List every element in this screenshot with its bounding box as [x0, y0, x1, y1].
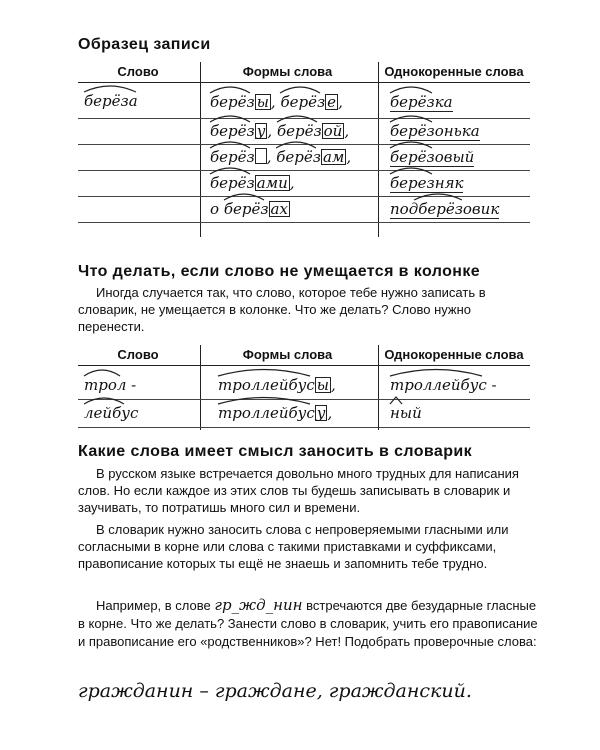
- row-rule: [78, 196, 530, 197]
- root-arc-icon: [208, 113, 252, 123]
- row-rule: [78, 222, 530, 223]
- ending-box: ы: [256, 93, 269, 111]
- related-word-4: [390, 174, 463, 192]
- col-header-word: Слово: [117, 347, 159, 362]
- root-arc-icon: [388, 367, 484, 377]
- row-rule: [78, 170, 530, 171]
- root-arc-icon: [216, 367, 312, 377]
- root-mark: берёз: [210, 148, 255, 166]
- related-word-1: [390, 93, 453, 111]
- root-mark: березняк: [390, 174, 463, 192]
- header-rule: [78, 365, 530, 366]
- col-header-word: Слово: [117, 64, 159, 79]
- ending-box: у: [316, 404, 326, 422]
- section2-text: Иногда случается так, что слово, которое тебе нужно записать в словарик, не умещается в колонке. Что же делать? Слово нужно перенести.: [78, 285, 486, 334]
- related-word-3: [390, 148, 474, 166]
- ending-box: ах: [270, 200, 288, 218]
- col-header-forms: Формы слова: [242, 64, 333, 79]
- col-divider-2: [378, 62, 379, 237]
- root-mark: берёз: [210, 122, 255, 140]
- section3-paragraph-3: Например, в слове гр_жд_нин встречаются две безударные гласные в корне. Что же делать? Занести слово в словарик, учить его правописание и правописание его «родственников»? Нет! Подобрать проверочные слова:: [78, 596, 538, 649]
- split-word-part-1: [84, 376, 136, 394]
- ending-box: ой: [323, 122, 343, 140]
- root-mark: берёзонька: [390, 122, 480, 140]
- root-arc-icon: [208, 84, 252, 94]
- root-arc-icon: [82, 367, 122, 377]
- form-row-4: берёз ами ,: [210, 174, 295, 192]
- form-row-2: берёз у , берёз ой ,: [210, 122, 349, 140]
- sample-word: [84, 92, 138, 110]
- example-gap-word: гр_жд_нин: [214, 596, 303, 614]
- root-mark: берёз: [277, 122, 322, 140]
- ending-box: ы: [316, 376, 329, 394]
- sample-table: [78, 62, 530, 237]
- sample-title: Образец записи: [78, 36, 211, 53]
- col-header-related: Однокоренные слова: [384, 347, 524, 362]
- transfer-related-2: [390, 404, 422, 422]
- root-mark: лейбус: [84, 404, 138, 422]
- transfer-related-1: [390, 376, 497, 394]
- col-divider-1: [200, 62, 201, 237]
- section3-paragraph-1: В русском языке встречается довольно много трудных для написания слов. Но если каждое из этих слов ты будешь записывать в словарик и заучивать, то потратишь много сил и времени.: [78, 466, 519, 515]
- root-arc-icon: [216, 395, 312, 405]
- root-mark: троллейбус: [218, 404, 315, 422]
- root-mark: берёз: [210, 174, 255, 192]
- transfer-table: [78, 345, 530, 430]
- split-word-part-2: [84, 404, 138, 422]
- section3-paragraph-2: В словарик нужно заносить слова с непроверяемыми гласными или согласными в корне или слова с такими приставками и суффиксами, правописание которых ты ещё не знаешь и запомнить тебе трудно.: [78, 522, 509, 571]
- root-mark: трол -: [84, 376, 136, 394]
- root-mark: берёз: [210, 93, 255, 111]
- root-arc-icon: [278, 84, 322, 94]
- root-mark: берёз: [276, 148, 321, 166]
- root-mark: берёзка: [390, 93, 453, 111]
- root-arc-icon: [82, 83, 138, 93]
- root-arc-icon: [388, 191, 448, 201]
- root-arc-icon: [275, 113, 319, 123]
- root-mark: троллейбус -: [390, 376, 497, 394]
- col-header-forms: Формы слова: [242, 347, 333, 362]
- root-mark: подберёзовик: [390, 200, 499, 218]
- root-mark: ный: [390, 404, 422, 422]
- row-rule: [78, 427, 530, 428]
- root-arc-icon: [82, 395, 126, 405]
- root-mark: берёз: [224, 200, 269, 218]
- root-arc-icon: [222, 191, 266, 201]
- form-row-1: берёз ы , берёз е ,: [210, 93, 343, 111]
- transfer-form-2: троллейбус у ,: [218, 404, 332, 422]
- section3-title: Какие слова имеет смысл заносить в словарик: [78, 443, 473, 460]
- col-divider-2: [378, 345, 379, 430]
- root-mark: троллейбус: [218, 376, 315, 394]
- root-mark: берёза: [84, 92, 138, 110]
- root-arc-icon: [388, 165, 434, 175]
- ending-box: [255, 148, 267, 164]
- related-word-5: [390, 200, 499, 218]
- root-arc-icon: [388, 139, 434, 149]
- root-arc-icon: [388, 84, 434, 94]
- col-header-related: Однокоренные слова: [384, 64, 524, 79]
- ending-box: у: [256, 122, 266, 140]
- check-words-example: гражданин – граждане, гражданский.: [78, 680, 472, 702]
- ending-box: е: [327, 93, 337, 111]
- ending-box: ам: [322, 148, 345, 166]
- form-row-3: берёз , берёз ам ,: [210, 148, 351, 166]
- root-arc-icon: [208, 139, 252, 149]
- transfer-form-1: троллейбус ы ,: [218, 376, 336, 394]
- header-rule: [78, 82, 530, 83]
- related-word-2: [390, 122, 480, 140]
- root-arc-icon: [208, 165, 252, 175]
- root-mark: берёз: [280, 93, 325, 111]
- root-arc-icon: [274, 139, 318, 149]
- root-mark: берёзовый: [390, 148, 474, 166]
- root-arc-icon: [388, 113, 434, 123]
- suffix-mark-icon: [388, 395, 404, 405]
- form-row-5: о берёз ах: [210, 200, 290, 218]
- ending-box: ами: [256, 174, 288, 192]
- col-divider-1: [200, 345, 201, 430]
- section2-title: Что делать, если слово не умещается в колонке: [78, 263, 481, 280]
